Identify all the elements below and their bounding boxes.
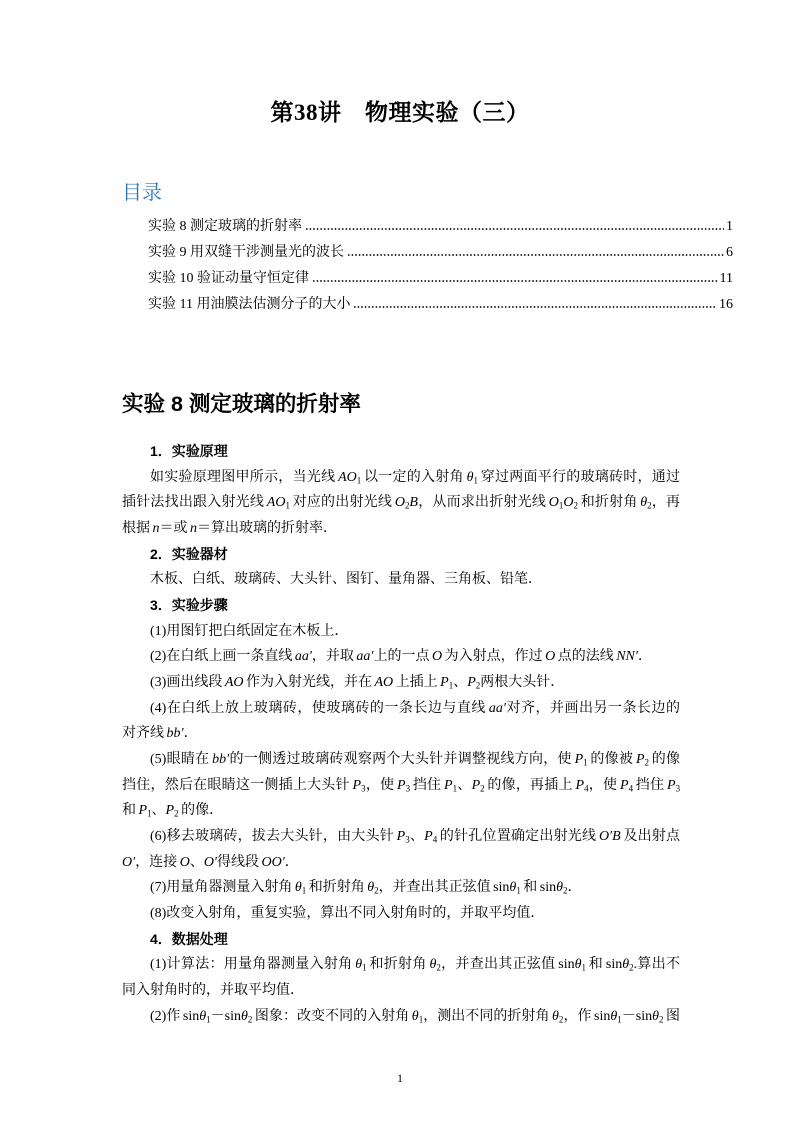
- math-subscript: 1: [206, 1014, 211, 1025]
- math-variable: O: [548, 495, 559, 511]
- math-variable: θ: [411, 1008, 419, 1024]
- math-variable: θ: [574, 957, 582, 973]
- body-line: (4)在白纸上放上玻璃砖，使玻璃砖的一条长边与直线 aa′对齐，并画出另一条长边的: [150, 700, 681, 716]
- math-variable: n: [190, 521, 197, 537]
- math-variable: θ: [552, 1008, 559, 1024]
- math-subscript: 1: [301, 886, 307, 897]
- math-variable: P: [635, 752, 645, 768]
- body-line: (2)作 sinθ1－sinθ2 图象：改变不同的入射角 θ1，测出不同的折射角 θ2，作 sinθ1－sinθ2 图: [150, 1008, 681, 1025]
- math-variable: NN′: [616, 649, 638, 665]
- math-subscript: 1: [617, 1014, 622, 1025]
- math-variable: O: [394, 495, 405, 511]
- math-subscript: 1: [452, 783, 458, 794]
- math-variable: O′B: [598, 829, 621, 845]
- toc-entry-page: 16: [719, 297, 733, 312]
- subsection-heading: 2．实验器材: [150, 545, 228, 562]
- math-variable: O′: [122, 854, 136, 870]
- body-line: 插针法找出跟入射光线 AO1 对应的出射光线 O2B，从而求出折射光线 O1O2 和折射角 θ2，再: [122, 495, 681, 512]
- math-subscript: 2: [558, 1014, 564, 1025]
- body-line: (8)改变入射角，重复实验，算出不同入射角时的，并取平均值．: [150, 906, 545, 922]
- math-subscript: 3: [361, 783, 366, 794]
- math-subscript: 2: [629, 963, 634, 974]
- toc-dot-leader: [347, 254, 724, 256]
- page-number: 1: [397, 1071, 403, 1085]
- body-line: 如实验原理图甲所示，当光线 AO1 以一定的入射角 θ1 穿过两面平行的玻璃砖时，通过: [150, 469, 681, 486]
- math-variable: θ: [640, 495, 648, 511]
- math-subscript: 2: [436, 963, 441, 974]
- body-line: 和 P1、P2 的像．: [122, 803, 224, 820]
- math-variable: θ: [429, 957, 437, 973]
- math-variable: P: [467, 675, 476, 691]
- math-variable: P: [396, 829, 406, 845]
- math-subscript: 1: [418, 1014, 424, 1025]
- math-subscript: 1: [581, 963, 586, 974]
- math-subscript: 1: [362, 963, 367, 974]
- math-variable: θ: [199, 1008, 207, 1024]
- toc-dot-leader: [305, 228, 724, 230]
- math-variable: θ: [509, 880, 517, 896]
- math-subscript: 2: [475, 680, 481, 691]
- math-subscript: 2: [174, 809, 179, 820]
- math-subscript: 1: [516, 886, 521, 897]
- math-variable: P: [471, 777, 481, 793]
- math-variable: P: [165, 803, 175, 819]
- math-subscript: 1: [583, 757, 588, 768]
- math-subscript: 1: [473, 475, 478, 486]
- math-variable: aa′: [294, 649, 312, 665]
- math-subscript: 3: [405, 783, 411, 794]
- math-variable: AO: [374, 675, 394, 691]
- toc-entry[interactable]: [148, 214, 733, 240]
- math-variable: B: [409, 495, 418, 511]
- math-subscript: 2: [647, 501, 652, 512]
- math-variable: AO: [224, 675, 244, 691]
- document-title: 第38讲 物理实验（三）: [270, 100, 530, 125]
- math-variable: P: [424, 829, 433, 845]
- toc-entry-label: 实验 10 验证动量守恒定律: [148, 271, 309, 286]
- body-line: (3)画出线段 AO 作为入射光线，并在 AO 上插上 P1、P2两根大头针．: [150, 675, 565, 691]
- body-line: 挡住，然后在眼睛这一侧插上大头针 P3，使 P3 挡住 P1、P2 的像，再插上 P4，使 P4 挡住 P3: [122, 777, 681, 794]
- math-subscript: 2: [404, 501, 410, 512]
- math-variable: aa′: [488, 700, 506, 716]
- math-subscript: 2: [374, 886, 379, 897]
- math-variable: P: [352, 777, 362, 793]
- math-variable: bb′: [212, 752, 230, 768]
- math-variable: aa′: [356, 649, 374, 665]
- body-line: O′，连接 O、O′得线段 OO′．: [122, 854, 299, 870]
- math-subscript: 2: [658, 1014, 664, 1025]
- math-subscript: 1: [147, 809, 152, 820]
- math-variable: P: [444, 777, 453, 793]
- body-line: (5)眼睛在 bb′的一侧透过玻璃砖观察两个大头针并调整视线方向，使 P1 的像被 P2 的像: [150, 752, 681, 768]
- toc-entry-page: 6: [726, 245, 733, 260]
- math-variable: θ: [622, 957, 630, 973]
- toc-entry-label: 实验 11 用油膜法估测分子的大小: [148, 297, 351, 312]
- table-of-contents: [148, 214, 733, 318]
- math-variable: AO: [266, 495, 286, 511]
- body-line: (1)用图钉把白纸固定在木板上．: [150, 623, 349, 639]
- math-subscript: 2: [644, 757, 649, 768]
- toc-entry[interactable]: [148, 240, 733, 266]
- math-variable: θ: [652, 1008, 659, 1024]
- subsection-heading: 1．实验原理: [150, 443, 228, 459]
- math-variable: n: [152, 521, 160, 537]
- math-variable: θ: [556, 880, 564, 896]
- math-variable: O: [563, 495, 574, 511]
- body-line: 对齐线 bb′．: [122, 726, 198, 742]
- body-line: (7)用量角器测量入射角 θ1 和折射角 θ2，并查出其正弦值 sinθ1 和 sinθ2．: [150, 880, 582, 897]
- toc-dot-leader: [312, 280, 718, 282]
- math-variable: P: [440, 675, 449, 691]
- section-heading: 实验 8 测定玻璃的折射率: [122, 392, 361, 416]
- body-line: 同入射角时的，并取平均值．: [122, 983, 304, 999]
- math-subscript: 1: [448, 680, 454, 691]
- math-variable: O: [179, 854, 190, 870]
- math-subscript: 1: [558, 501, 564, 512]
- math-variable: P: [620, 777, 629, 793]
- body-line: (1)计算法：用量角器测量入射角 θ1 和折射角 θ2，并查出其正弦值 sinθ1 和 sinθ2.算出不: [150, 957, 680, 974]
- math-subscript: 2: [247, 1014, 253, 1025]
- subsection-heading: 3．实验步骤: [150, 597, 228, 614]
- math-variable: θ: [466, 469, 474, 485]
- math-variable: P: [667, 777, 676, 793]
- math-variable: bb′: [166, 726, 184, 742]
- math-variable: θ: [367, 880, 375, 896]
- body-line: 木板、白纸、玻璃砖、大头针、图钉、量角器、三角板、铅笔．: [150, 572, 542, 588]
- toc-entry-label: 实验 8 测定玻璃的折射率: [148, 219, 302, 234]
- toc-dot-leader: [353, 306, 717, 308]
- math-subscript: 2: [573, 501, 578, 512]
- math-variable: θ: [240, 1008, 248, 1024]
- toc-entry[interactable]: [148, 266, 733, 292]
- math-subscript: 1: [356, 475, 362, 486]
- math-variable: O′: [203, 854, 217, 870]
- math-variable: P: [574, 752, 584, 768]
- toc-heading: 目录: [122, 182, 162, 204]
- math-subscript: 2: [563, 886, 568, 897]
- body-line: (2)在白纸上画一条直线 aa′，并取 aa′上的一点 O 为入射点，作过 O 点的法线 NN′．: [150, 649, 652, 665]
- math-variable: P: [138, 803, 148, 819]
- toc-entry-label: 实验 9 用双缝干涉测量光的波长: [148, 245, 344, 260]
- math-subscript: 2: [480, 783, 485, 794]
- math-subscript: 1: [285, 501, 290, 512]
- math-variable: θ: [294, 880, 302, 896]
- math-subscript: 4: [584, 783, 589, 794]
- toc-entry-page: 11: [719, 271, 733, 286]
- math-variable: O: [545, 649, 556, 665]
- math-subscript: 3: [675, 783, 681, 794]
- math-variable: AO: [338, 469, 357, 485]
- math-variable: P: [575, 777, 585, 793]
- body-text: [122, 439, 680, 1029]
- math-variable: θ: [355, 957, 363, 973]
- math-subscript: 4: [432, 834, 438, 845]
- math-subscript: 4: [628, 783, 634, 794]
- subsection-heading: 4．数据处理: [150, 930, 228, 947]
- body-line: (6)移去玻璃砖，拔去大头针，由大头针 P3、P4 的针孔位置确定出射光线 O′B 及出射点: [150, 829, 681, 845]
- math-variable: θ: [610, 1008, 618, 1024]
- math-variable: O: [431, 649, 443, 665]
- math-variable: OO′: [261, 854, 285, 870]
- body-line: 根据 n＝或 n＝算出玻璃的折射率．: [122, 521, 337, 537]
- toc-entry-page: 1: [726, 219, 733, 234]
- toc-entry[interactable]: [148, 292, 733, 318]
- math-variable: P: [397, 777, 406, 793]
- math-subscript: 3: [405, 834, 410, 845]
